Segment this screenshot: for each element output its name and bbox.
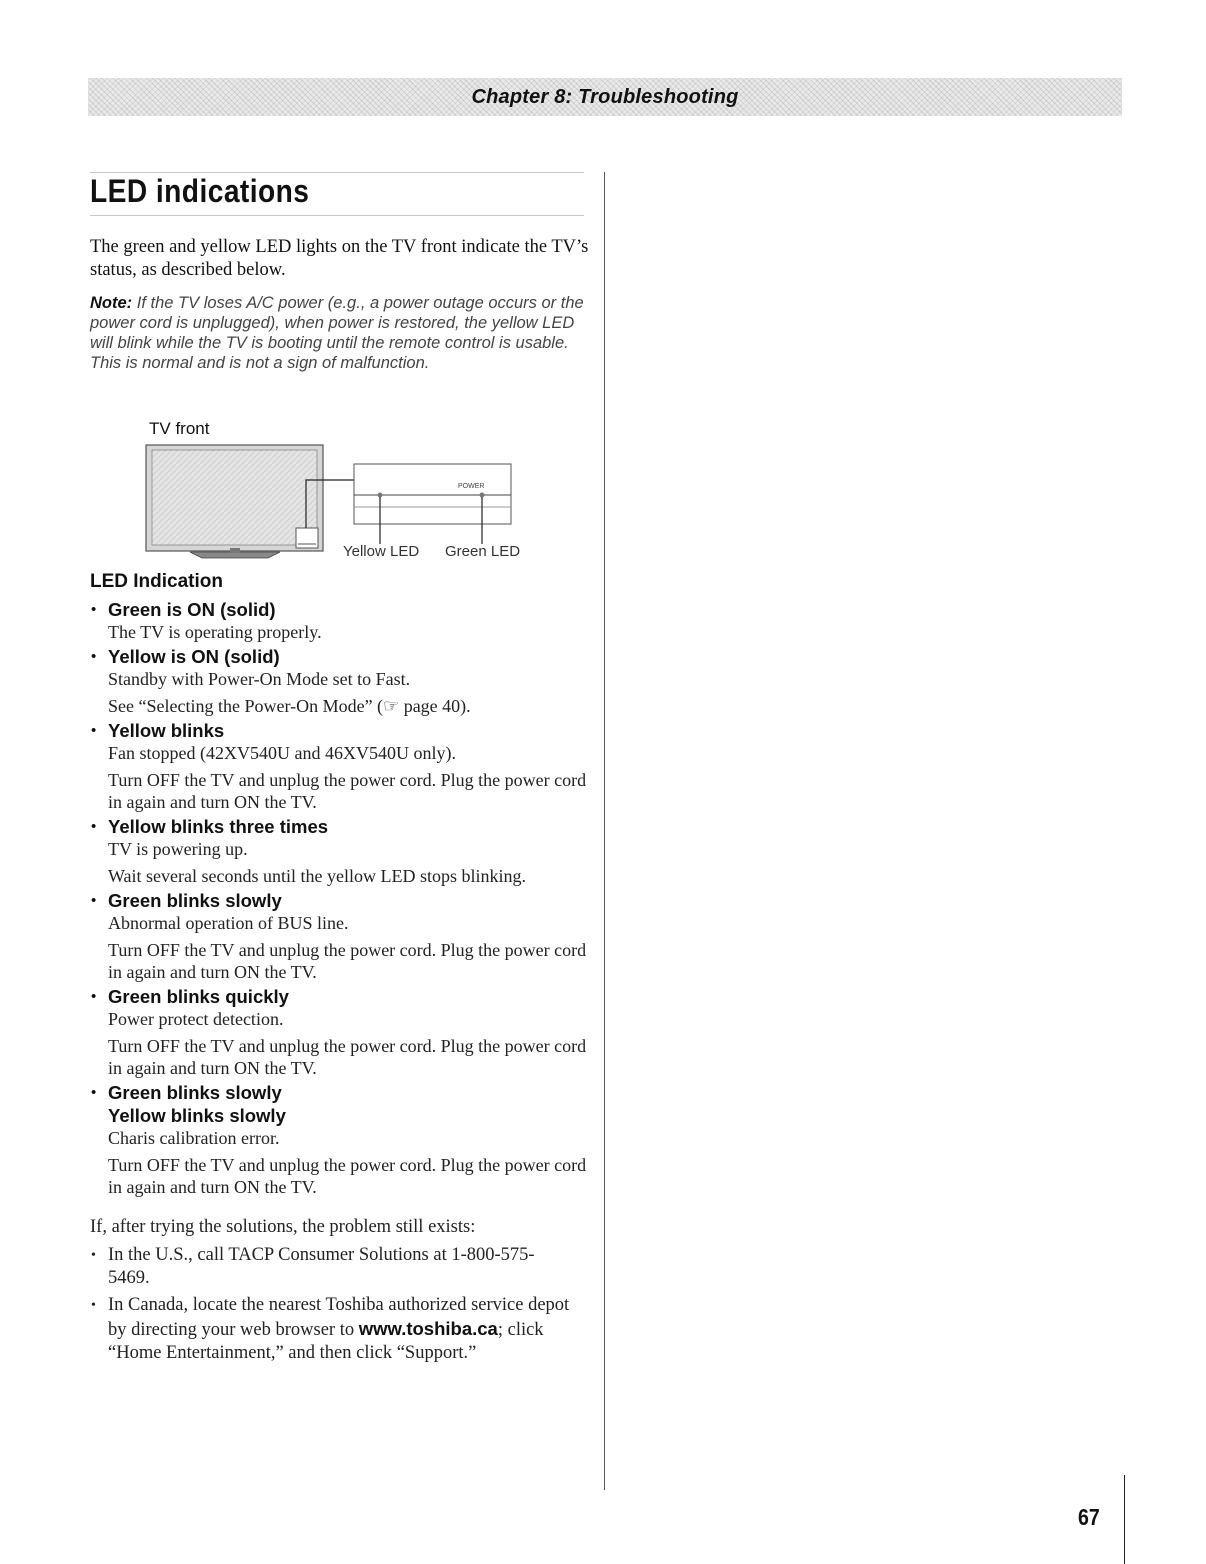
item-remedy: Turn OFF the TV and unplug the power cord. Plug the power cord in again and turn ON the TV. xyxy=(108,940,587,982)
item-description: Fan stopped (42XV540U and 46XV540U only). xyxy=(108,743,456,763)
item-description: TV is powering up. xyxy=(108,839,248,859)
yellow-led-dot xyxy=(378,493,383,498)
list-item xyxy=(90,815,590,887)
support-canada xyxy=(90,1294,570,1365)
chapter-title: Chapter 8: Troubleshooting xyxy=(471,86,739,108)
item-title: • Green blinks quickly xyxy=(108,986,289,1007)
support-us: • In the U.S., call TACP Consumer Solutions at 1-800-575-5469. xyxy=(90,1244,570,1290)
led-indication-list xyxy=(90,598,590,1200)
green-led-label: Green LED xyxy=(445,543,521,560)
item-title: • Green blinks slowly xyxy=(108,890,282,911)
chapter-header-band xyxy=(88,78,1122,116)
note-label: Note: xyxy=(90,294,133,312)
item-remedy: Wait several seconds until the yellow LED stops blinking. xyxy=(108,866,526,886)
toshiba-url-link[interactable]: www.toshiba.ca xyxy=(358,1318,498,1339)
intro-paragraph: The green and yellow LED lights on the TV front indicate the TV’s status, as described below. xyxy=(90,237,589,280)
list-item xyxy=(90,598,590,643)
yellow-led-label: Yellow LED xyxy=(343,543,420,560)
list-item xyxy=(90,1081,590,1198)
support-canada-text: In Canada, locate the nearest Toshiba authorized service depot by directing your web browser to xyxy=(108,1295,570,1340)
led-indication-heading: LED Indication xyxy=(90,571,223,592)
note-text: If the TV loses A/C power (e.g., a power outage occurs or the power cord is unplugged), when power is restored, the yellow LED will blink while the TV is booting until the remote control is usable. This is normal and is not a sign of malfunction. xyxy=(90,294,584,372)
list-item xyxy=(90,719,590,813)
item-remedy: Turn OFF the TV and unplug the power cord. Plug the power cord in again and turn ON the TV. xyxy=(108,770,587,812)
item-remedy: Turn OFF the TV and unplug the power cord. Plug the power cord in again and turn ON the TV. xyxy=(108,1155,587,1197)
page-number-rule xyxy=(1124,1475,1125,1564)
power-label: POWER xyxy=(458,483,485,490)
green-led-dot xyxy=(480,493,485,498)
power-panel-closeup xyxy=(354,464,511,524)
support-canada-text-end: ; click “Home Entertainment,” and then click “Support.” xyxy=(108,1320,544,1363)
item-title: • Yellow is ON (solid) xyxy=(108,646,280,667)
item-description: Standby with Power-On Mode set to Fast. xyxy=(108,669,411,689)
item-title-secondary: Yellow blinks slowly xyxy=(108,1105,286,1126)
item-description: Power protect detection. xyxy=(108,1009,284,1029)
item-title: • Yellow blinks xyxy=(108,720,225,741)
title-rule-bottom xyxy=(90,215,584,216)
page-number: 67 xyxy=(1078,1504,1100,1530)
tv-front-caption: TV front xyxy=(149,419,210,438)
item-title: • Green blinks slowly xyxy=(108,1082,282,1103)
item-remedy: Turn OFF the TV and unplug the power cord. Plug the power cord in again and turn ON the TV. xyxy=(108,1036,587,1078)
item-description: The TV is operating properly. xyxy=(108,622,322,642)
list-item xyxy=(90,889,590,983)
note-paragraph xyxy=(90,293,585,373)
support-list xyxy=(90,1244,570,1369)
item-remedy: See “Selecting the Power-On Mode” (☞ page 40). xyxy=(108,696,471,716)
page-title: LED indications xyxy=(90,173,310,209)
support-intro: If, after trying the solutions, the problem still exists: xyxy=(90,1217,476,1237)
column-divider xyxy=(604,172,605,1490)
list-item xyxy=(90,645,590,717)
item-description: Charis calibration error. xyxy=(108,1128,280,1148)
item-title: • Yellow blinks three times xyxy=(108,816,329,837)
tv-set xyxy=(146,445,323,558)
list-item xyxy=(90,985,590,1079)
item-title: • Green is ON (solid) xyxy=(108,599,276,620)
item-description: Abnormal operation of BUS line. xyxy=(108,913,349,933)
